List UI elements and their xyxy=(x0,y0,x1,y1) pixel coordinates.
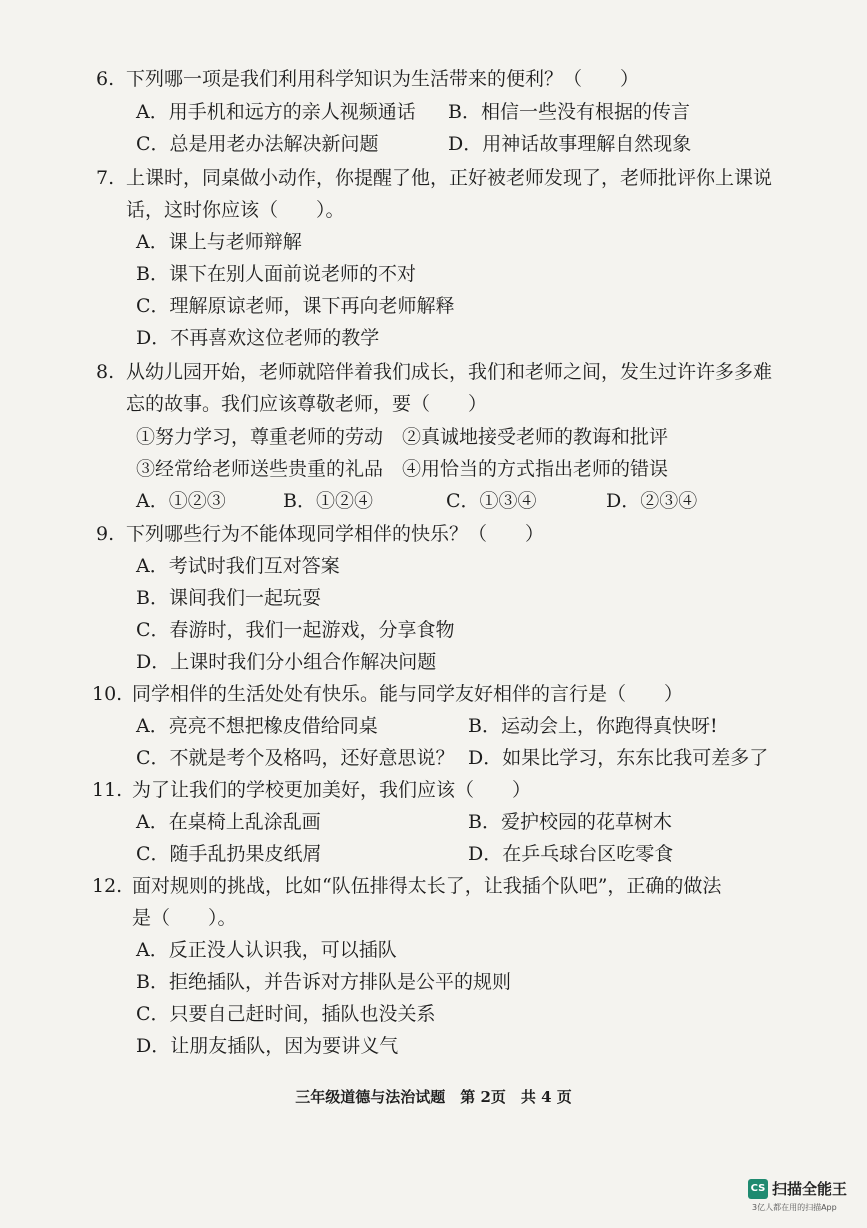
option-b: B．拒绝插队，并告诉对方排队是公平的规则 xyxy=(136,971,511,993)
option-d: D．在乒乓球台区吃零食 xyxy=(468,843,674,865)
question-text: 下列哪一项是我们利用科学知识为生活带来的便利？（ ） xyxy=(126,68,640,90)
cs-logo-icon: CS xyxy=(748,1179,768,1199)
statement-1-2: ①努力学习，尊重老师的劳动 ②真诚地接受老师的教诲和批评 xyxy=(136,426,669,448)
option-a: A．考试时我们互对答案 xyxy=(136,555,340,577)
option-d: D．如果比学习，东东比我可差多了 xyxy=(468,747,769,769)
option-a: A．课上与老师辩解 xyxy=(136,231,302,253)
question-text: 同学相伴的生活处处有快乐。能与同学友好相伴的言行是（ ） xyxy=(132,683,684,705)
question-number: 10. xyxy=(92,683,123,705)
option-a: A．用手机和远方的亲人视频通话 xyxy=(136,101,416,123)
option-d: D．②③④ xyxy=(606,490,698,512)
option-a: A．反正没人认识我，可以插队 xyxy=(136,939,397,961)
option-c: C．①③④ xyxy=(446,490,537,512)
option-c: C．总是用老办法解决新问题 xyxy=(136,133,379,155)
question-6 xyxy=(96,63,786,95)
question-number: 6. xyxy=(96,68,115,90)
option-a: A．在桌椅上乱涂乱画 xyxy=(136,811,321,833)
option-b: B．相信一些没有根据的传言 xyxy=(448,101,690,123)
question-text-cont: 是（ ）。 xyxy=(132,907,237,929)
page-footer: 三年级道德与法治试题 第 2页 共 4 页 xyxy=(295,1088,572,1106)
watermark-tagline: 3亿人都在用的扫描App xyxy=(752,1203,837,1212)
question-number: 9. xyxy=(96,523,115,545)
scanner-watermark xyxy=(748,1178,847,1199)
option-d: D．不再喜欢这位老师的教学 xyxy=(136,327,380,349)
question-7 xyxy=(96,162,786,194)
question-12 xyxy=(92,870,782,902)
question-text: 面对规则的挑战，比如“队伍排得太长了，让我插个队吧”，正确的做法 xyxy=(132,875,722,897)
option-c: C．随手乱扔果皮纸屑 xyxy=(136,843,322,865)
watermark-brand: 扫描全能王 xyxy=(772,1180,848,1198)
option-c: C．春游时，我们一起游戏，分享食物 xyxy=(136,619,455,641)
option-c: C．不就是考个及格吗，还好意思说？ xyxy=(136,747,455,769)
option-a: A．①②③ xyxy=(136,490,226,512)
option-b: B．课下在别人面前说老师的不对 xyxy=(136,263,416,285)
option-a: A．亮亮不想把橡皮借给同桌 xyxy=(136,715,378,737)
question-text: 上课时，同桌做小动作，你提醒了他，正好被老师发现了，老师批评你上课说 xyxy=(126,167,773,189)
question-text: 为了让我们的学校更加美好，我们应该（ ） xyxy=(132,779,532,801)
option-d: D．让朋友插队，因为要讲义气 xyxy=(136,1035,399,1057)
option-b: B．①②④ xyxy=(283,490,373,512)
option-c: C．只要自己赶时间，插队也没关系 xyxy=(136,1003,436,1025)
question-text-cont: 忘的故事。我们应该尊敬老师，要（ ） xyxy=(126,393,488,415)
option-c: C．理解原谅老师，课下再向老师解释 xyxy=(136,295,455,317)
question-10 xyxy=(92,678,782,710)
question-text: 下列哪些行为不能体现同学相伴的快乐？（ ） xyxy=(126,523,545,545)
option-d: D．用神话故事理解自然现象 xyxy=(448,133,692,155)
question-9 xyxy=(96,518,786,550)
option-b: B．运动会上，你跑得真快呀! xyxy=(468,715,718,737)
question-text-cont: 话，这时你应该（ ）。 xyxy=(126,199,345,221)
statement-3-4: ③经常给老师送些贵重的礼品 ④用恰当的方式指出老师的错误 xyxy=(136,458,669,480)
option-d: D．上课时我们分小组合作解决问题 xyxy=(136,651,437,673)
question-number: 7. xyxy=(96,167,115,189)
question-number: 8. xyxy=(96,361,115,383)
option-b: B．爱护校园的花草树木 xyxy=(468,811,672,833)
question-number: 12. xyxy=(92,875,123,897)
question-11 xyxy=(92,774,782,806)
question-number: 11. xyxy=(92,779,123,801)
option-b: B．课间我们一起玩耍 xyxy=(136,587,321,609)
question-8 xyxy=(96,356,786,388)
question-text: 从幼儿园开始，老师就陪伴着我们成长，我们和老师之间，发生过许许多多难 xyxy=(126,361,773,383)
